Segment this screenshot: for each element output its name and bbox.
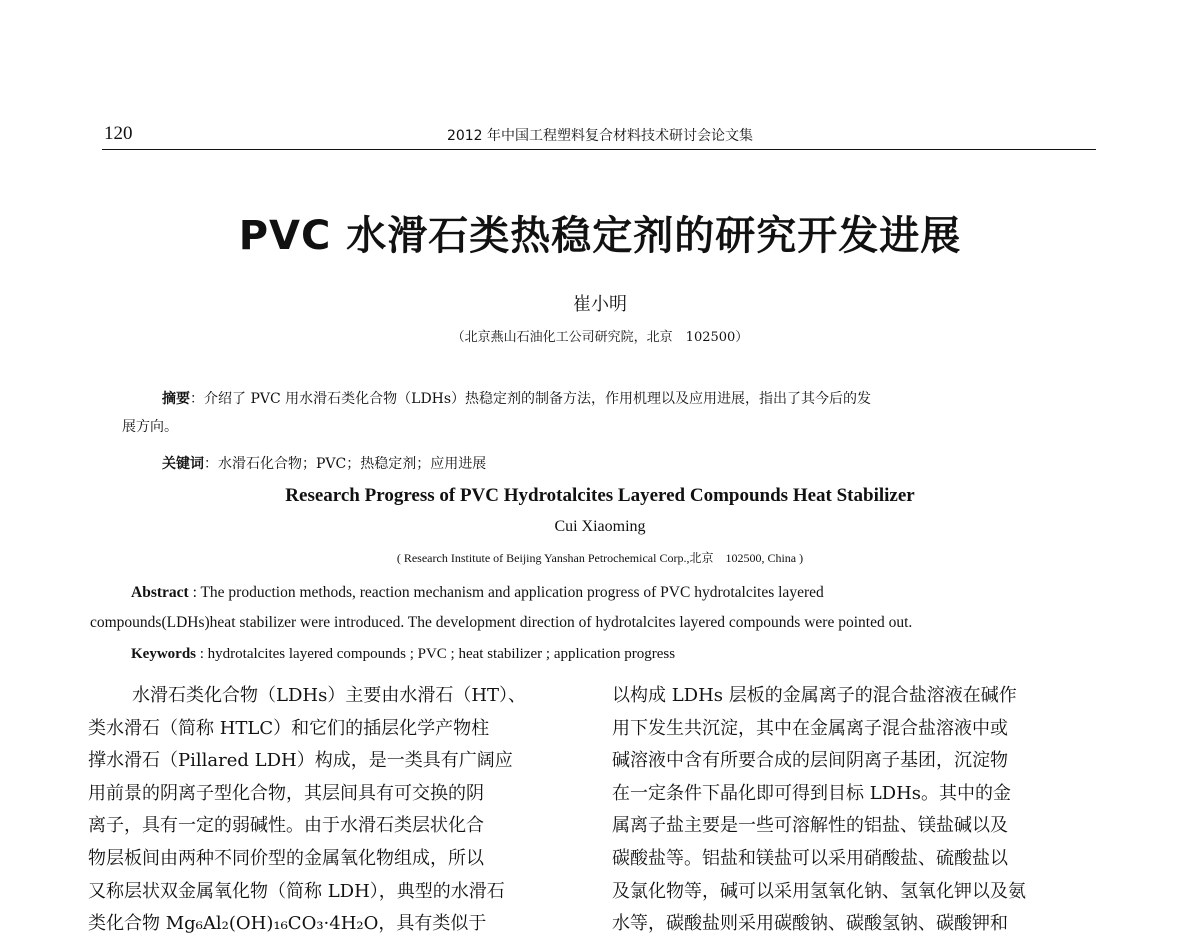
body-line: 用前景的阴离子型化合物，其层间具有可交换的阴 [88, 782, 484, 804]
keywords-cn-label: 关键词 [162, 456, 204, 472]
abstract-en-label: Abstract [131, 584, 189, 601]
body-line: 属离子盐主要是一些可溶解性的铝盐、镁盐碱以及 [612, 815, 1008, 837]
running-header: 2012 年中国工程塑料复合材料技术研讨会论文集 [446, 128, 754, 144]
page-number: 120 [104, 123, 133, 144]
abstract-cn [122, 385, 1080, 441]
keywords-en-label: Keywords [131, 646, 196, 662]
keywords-cn-text: ：水滑石化合物；PVC；热稳定剂；应用进展 [204, 456, 487, 472]
keywords-en [131, 646, 675, 663]
body-left-column [88, 680, 578, 941]
body-line: 离子，具有一定的弱碱性。由于水滑石类层状化合 [88, 815, 484, 837]
abstract-cn-text-1: ：介绍了 PVC 用水滑石类化合物（LDHs）热稳定剂的制备方法，作用机理以及应用进展，指出了其今后的发 [190, 391, 872, 407]
body-line: 碱溶液中含有所要合成的层间阴离子基团，沉淀物 [612, 750, 1008, 772]
author-affiliation: （北京燕山石油化工公司研究院，北京 102500） [451, 330, 749, 345]
body-line: 以构成 LDHs 层板的金属离子的混合盐溶液在碱作 [612, 685, 1017, 706]
body-line: 类水滑石（简称 HTLC）和它们的插层化学产物柱 [88, 717, 490, 739]
body-line: 在一定条件下晶化即可得到目标 LDHs。其中的金 [612, 782, 1012, 804]
abstract-cn-line-1 [122, 385, 1080, 413]
abstract-cn-line-2: 展方向。 [122, 419, 178, 435]
body-line: 又称层状双金属氧化物（简称 LDH），典型的水滑石 [88, 880, 505, 902]
body-right-column [612, 680, 1102, 941]
body-line: 水等，碳酸盐则采用碳酸钠、碳酸氢钠、碳酸钾和 [612, 913, 1008, 935]
author-name-en: Cui Xiaoming [554, 518, 646, 535]
author-name: 崔小明 [573, 294, 627, 315]
paper-title: PVC 水滑石类热稳定剂的研究开发进展 [238, 213, 962, 259]
author-affiliation-en: ( Research Institute of Beijing Yanshan Petrochemical Corp.,北京 102500, China ) [396, 551, 804, 565]
body-line: 撑水滑石（Pillared LDH）构成，是一类具有广阔应 [88, 750, 513, 772]
keywords-cn [162, 453, 486, 473]
header-rule [102, 149, 1096, 150]
abstract-cn-label: 摘要 [162, 391, 190, 407]
abstract-en-line-2: compounds(LDHs)heat stabilizer were introduced. The development direction of hydrotalcites layered compounds were pointed out. [90, 614, 913, 631]
abstract-en-line-1 [90, 578, 1095, 608]
paper-title-en: Research Progress of PVC Hydrotalcites Layered Compounds Heat Stabilizer [285, 485, 915, 506]
body-line: 用下发生共沉淀，其中在金属离子混合盐溶液中或 [612, 717, 1008, 739]
body-line: 水滑石类化合物（LDHs）主要由水滑石（HT）、 [132, 685, 527, 706]
body-line: 类化合物 Mg₆Al₂(OH)₁₆CO₃·4H₂O，具有类似于 [88, 913, 487, 935]
body-line: 物层板间由两种不同价型的金属氧化物组成，所以 [88, 847, 484, 869]
body-line: 及氯化物等，碱可以采用氢氧化钠、氢氧化钾以及氨 [612, 880, 1026, 902]
abstract-en-text-1: : The production methods, reaction mechanism and application progress of PVC hydrotalcites layered [188, 584, 824, 601]
body-line: 碳酸盐等。铝盐和镁盐可以采用硝酸盐、硫酸盐以 [612, 847, 1008, 869]
abstract-en [90, 578, 1095, 638]
keywords-en-text: : hydrotalcites layered compounds ; PVC ; heat stabilizer ; application progress [196, 646, 676, 662]
